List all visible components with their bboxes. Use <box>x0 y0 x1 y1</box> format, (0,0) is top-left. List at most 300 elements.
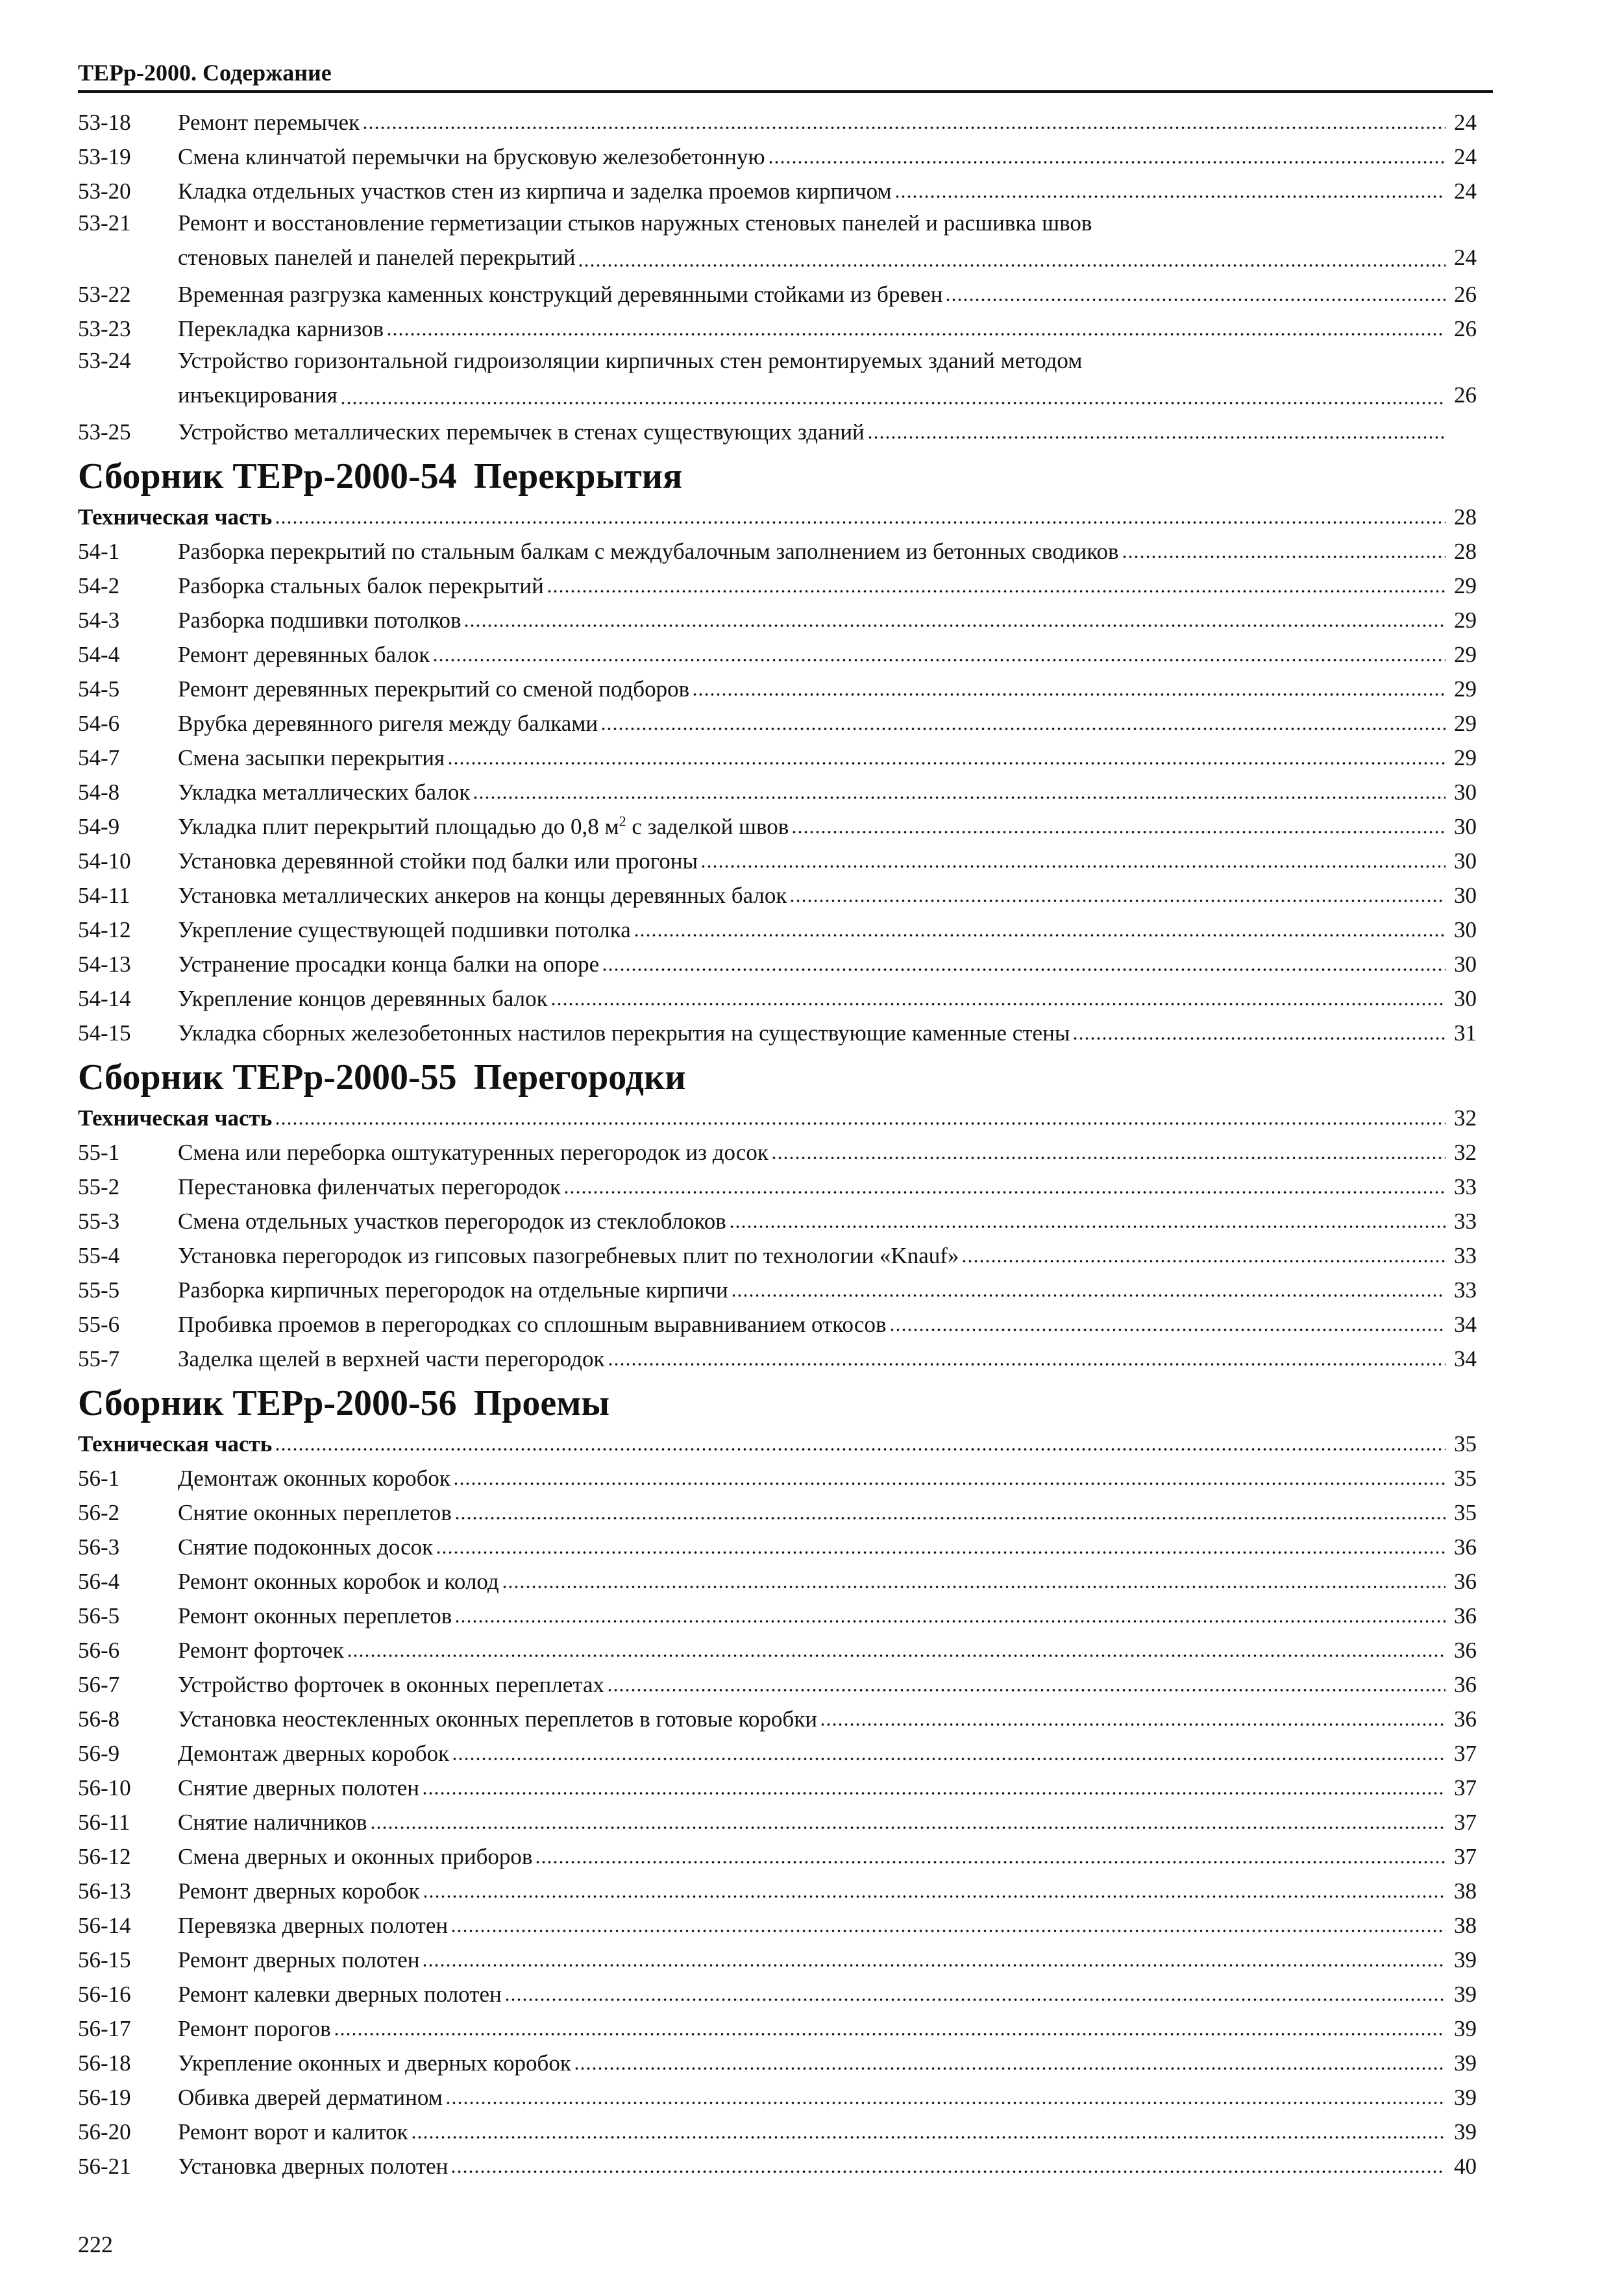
entry-title-part1: Укладка плит перекрытий площадью до 0,8 м <box>178 814 619 839</box>
toc-entry <box>78 566 1477 600</box>
toc-entry <box>78 137 1477 171</box>
entry-number: 56-2 <box>78 1500 120 1525</box>
entry-number: 56-20 <box>78 2119 131 2145</box>
entry-title: Снятие оконных переплетов <box>178 1500 452 1525</box>
entry-page: 24 <box>1454 144 1477 169</box>
entry-title: Перевязка дверных полотен <box>178 1913 449 1938</box>
tech-part-row <box>78 1424 1477 1458</box>
tech-part-title: Техническая часть <box>78 1105 273 1131</box>
toc-entry <box>78 841 1477 876</box>
entry-line <box>178 315 1477 343</box>
entry-number: 55-1 <box>78 1140 120 1165</box>
entry-line <box>178 847 1477 876</box>
entry-title-line2: инъекцирования <box>178 382 338 408</box>
entry-line <box>178 1877 1477 1906</box>
entry-page: 30 <box>1454 883 1477 908</box>
entry-page: 36 <box>1454 1706 1477 1732</box>
header-rule <box>78 90 1493 93</box>
entry-number: 54-6 <box>78 711 120 736</box>
dot-leader <box>423 1894 1446 1899</box>
toc-entry <box>78 1493 1477 1527</box>
entry-number: 56-12 <box>78 1844 131 1869</box>
entry-page: 26 <box>1454 316 1477 341</box>
dot-leader <box>634 933 1446 938</box>
dot-leader <box>1122 554 1446 559</box>
entry-number: 54-11 <box>78 883 130 908</box>
entry-title: Обивка дверей дерматином <box>178 2085 443 2110</box>
section-heading-code: Сборник ТЕРр-2000-56 <box>78 1383 457 1423</box>
dot-leader <box>275 520 1446 525</box>
toc-entry <box>78 2112 1477 2146</box>
entry-title: Разборка стальных балок перекрытий <box>178 573 544 598</box>
entry-page: 30 <box>1454 780 1477 805</box>
tech-part-row <box>78 497 1477 532</box>
toc-entry <box>78 1013 1477 1048</box>
entry-number: 56-21 <box>78 2154 131 2179</box>
toc-entry <box>78 1768 1477 1802</box>
entry-title: Пробивка проемов в перегородках со сплошным выравниванием откосов <box>178 1312 887 1337</box>
toc-entry <box>78 532 1477 566</box>
entry-line <box>178 1207 1477 1236</box>
entry-line <box>178 2049 1477 2078</box>
entry-page: 29 <box>1454 608 1477 633</box>
tech-part-entry <box>78 1104 1477 1133</box>
dot-leader <box>447 761 1446 766</box>
entry-number: 53-25 <box>78 419 131 445</box>
entry-number: 54-14 <box>78 986 131 1011</box>
entry-page: 34 <box>1454 1312 1477 1337</box>
entry-number: 53-19 <box>78 144 131 169</box>
entry-page: 36 <box>1454 1638 1477 1663</box>
entry-page: 29 <box>1454 711 1477 736</box>
section-heading-code: Сборник ТЕРр-2000-55 <box>78 1057 457 1098</box>
entry-line <box>178 1345 1477 1373</box>
dot-leader <box>692 692 1446 697</box>
dot-leader <box>889 1327 1446 1333</box>
toc-entry <box>78 1167 1477 1201</box>
entry-line <box>178 1911 1477 1940</box>
dot-leader <box>340 400 1446 406</box>
entry-title: Укрепление оконных и дверных коробок <box>178 2050 571 2076</box>
entry-page: 33 <box>1454 1277 1477 1303</box>
entry-line <box>178 1980 1477 2009</box>
dot-leader <box>700 864 1446 869</box>
entry-line <box>178 1843 1477 1871</box>
table-of-contents <box>78 103 1477 2181</box>
entry-number: 53-20 <box>78 178 131 204</box>
toc-entry <box>78 1527 1477 1562</box>
tech-part-entry <box>78 503 1477 532</box>
dot-leader <box>867 435 1446 440</box>
entry-number: 56-19 <box>78 2085 131 2110</box>
toc-entry <box>78 1630 1477 1665</box>
toc-entry <box>78 1871 1477 1906</box>
toc-entry <box>78 2043 1477 2078</box>
entry-line <box>178 1242 1477 1270</box>
entry-line <box>178 2015 1477 2043</box>
toc-entry <box>78 807 1477 841</box>
entry-number: 53-23 <box>78 316 131 341</box>
entry-title: Устранение просадки конца балки на опоре <box>178 952 600 977</box>
entry-line <box>178 744 1477 772</box>
entry-page: 36 <box>1454 1569 1477 1594</box>
entry-number: 55-7 <box>78 1346 120 1371</box>
entry-title: Врубка деревянного ригеля между балками <box>178 711 598 736</box>
entry-title: Ремонт оконных коробок и колод <box>178 1569 499 1594</box>
entry-page: 29 <box>1454 642 1477 667</box>
entry-page: 29 <box>1454 745 1477 770</box>
entry-title: Разборка кирпичных перегородок на отдельные кирпичи <box>178 1277 728 1303</box>
toc-entry <box>78 944 1477 979</box>
toc-entry <box>78 1270 1477 1305</box>
dot-leader <box>502 1584 1446 1590</box>
entry-title: Демонтаж дверных коробок <box>178 1741 450 1766</box>
dot-leader <box>275 1447 1446 1452</box>
dot-leader <box>450 2169 1446 2174</box>
entry-title: Смена дверных и оконных приборов <box>178 1844 533 1869</box>
toc-entry <box>78 1596 1477 1630</box>
entry-title-line1: Ремонт и восстановление герметизации стыков наружных стеновых панелей и расшивка швов <box>178 210 1092 236</box>
entry-line <box>178 1705 1477 1734</box>
toc-entry <box>78 979 1477 1013</box>
entry-title: Заделка щелей в верхней части перегородок <box>178 1346 605 1371</box>
entry-line <box>178 1808 1477 1837</box>
toc-entry <box>78 1802 1477 1837</box>
dot-leader <box>445 2100 1446 2106</box>
entry-page: 30 <box>1454 848 1477 874</box>
toc-entry <box>78 171 1477 206</box>
entry-number: 54-13 <box>78 952 131 977</box>
entry-title-line2-row <box>178 240 1477 275</box>
toc-entry <box>78 1236 1477 1270</box>
toc-entry <box>78 669 1477 704</box>
dot-leader <box>731 1293 1446 1298</box>
entry-number: 54-8 <box>78 780 120 805</box>
entry-line <box>178 572 1477 600</box>
entry-title: Кладка отдельных участков стен из кирпича и заделка проемов кирпичом <box>178 178 892 204</box>
toc-entry <box>78 2078 1477 2112</box>
toc-entry <box>78 1339 1477 1373</box>
entry-number: 53-24 <box>78 348 131 373</box>
entry-line <box>178 606 1477 635</box>
entry-title: Ремонт форточек <box>178 1638 344 1663</box>
entry-page: 24 <box>1454 245 1477 270</box>
entry-title: Разборка подшивки потолков <box>178 608 461 633</box>
toc-entry <box>78 1305 1477 1339</box>
entry-page: 33 <box>1454 1174 1477 1199</box>
section-heading <box>78 1383 1477 1424</box>
entry-line <box>178 675 1477 704</box>
toc-entry <box>78 772 1477 807</box>
tech-part-title: Техническая часть <box>78 1431 273 1456</box>
entry-page: 28 <box>1454 539 1477 564</box>
dot-leader <box>789 898 1446 903</box>
entry-page: 35 <box>1454 1466 1477 1491</box>
entry-line <box>178 881 1477 910</box>
entry-title: Разборка перекрытий по стальным балкам с междубалочным заполнением из бетонных сводиков <box>178 539 1119 564</box>
entry-line <box>178 641 1477 669</box>
dot-leader <box>411 2135 1446 2140</box>
entry-title: Ремонт ворот и калиток <box>178 2119 408 2145</box>
entry-page: 36 <box>1454 1534 1477 1560</box>
entry-page: 38 <box>1454 1878 1477 1904</box>
entry-page: 39 <box>1454 1982 1477 2007</box>
dot-leader <box>504 1997 1446 2002</box>
entry-number: 54-10 <box>78 848 131 874</box>
entry-page: 39 <box>1454 2050 1477 2076</box>
entry-number: 55-6 <box>78 1312 120 1337</box>
toc-entry <box>78 206 1477 275</box>
toc-entry <box>78 309 1477 343</box>
dot-leader <box>453 1481 1446 1486</box>
dot-leader <box>463 623 1446 628</box>
entry-page: 24 <box>1454 178 1477 204</box>
entry-number: 54-9 <box>78 814 120 839</box>
entry-title: Смена или переборка оштукатуренных перегородок из досок <box>178 1140 769 1165</box>
dot-leader <box>473 795 1446 800</box>
toc-entry <box>78 1974 1477 2009</box>
entry-page: 33 <box>1454 1209 1477 1234</box>
entry-text-block <box>178 343 1477 412</box>
entry-title: Временная разгрузка каменных конструкций деревянными стойками из бревен <box>178 282 943 307</box>
entry-title: Демонтаж оконных коробок <box>178 1466 450 1491</box>
entry-line <box>178 2118 1477 2146</box>
entry-number: 54-1 <box>78 539 120 564</box>
toc-entry <box>78 1562 1477 1596</box>
entry-title-line1: Устройство горизонтальной гидроизоляции кирпичных стен ремонтируемых зданий методом <box>178 348 1083 373</box>
dot-leader <box>791 830 1446 835</box>
toc-entry <box>78 1837 1477 1871</box>
section-heading-name: Перегородки <box>473 1057 686 1098</box>
section-heading-name: Проемы <box>473 1383 610 1423</box>
entry-page: 26 <box>1454 282 1477 307</box>
entry-number: 54-4 <box>78 642 120 667</box>
dot-leader <box>550 1002 1446 1007</box>
entry-page: 40 <box>1454 2154 1477 2179</box>
entry-number: 55-3 <box>78 1209 120 1234</box>
entry-title: Укрепление концов деревянных балок <box>178 986 548 1011</box>
section-heading <box>78 1057 1477 1098</box>
entry-page: 37 <box>1454 1741 1477 1766</box>
entry-title: Укладка сборных железобетонных настилов перекрытия на существующие каменные стены <box>178 1020 1070 1046</box>
toc-entry <box>78 1734 1477 1768</box>
entry-page: 29 <box>1454 676 1477 702</box>
toc-entry <box>78 1906 1477 1940</box>
entry-line <box>178 1774 1477 1802</box>
entry-page: 33 <box>1454 1243 1477 1268</box>
entry-line <box>178 1671 1477 1699</box>
entry-number: 55-4 <box>78 1243 120 1268</box>
dot-leader <box>771 1155 1446 1161</box>
entry-title: Установка неостекленных оконных переплетов в готовые коробки <box>178 1706 817 1732</box>
entry-page: 39 <box>1454 1947 1477 1973</box>
toc-entry <box>78 1133 1477 1167</box>
dot-leader <box>945 297 1446 302</box>
toc-entry <box>78 738 1477 772</box>
entry-number: 53-21 <box>78 210 131 236</box>
entry-page: 35 <box>1454 1500 1477 1525</box>
entry-title-line2-row <box>178 378 1477 412</box>
entry-title: Установка дверных полотен <box>178 2154 449 2179</box>
entry-title <box>178 813 789 841</box>
section-heading-code: Сборник ТЕРр-2000-54 <box>78 456 457 497</box>
entry-title: Установка деревянной стойки под балки или прогоны <box>178 848 698 874</box>
entry-line <box>178 280 1477 309</box>
toc-entry <box>78 2009 1477 2043</box>
entry-title: Ремонт перемычек <box>178 110 360 135</box>
entry-number: 56-7 <box>78 1672 120 1697</box>
dot-leader <box>894 194 1446 199</box>
entry-line <box>178 1173 1477 1201</box>
tech-part-page: 28 <box>1454 504 1477 530</box>
entry-number: 56-14 <box>78 1913 131 1938</box>
dot-leader <box>347 1653 1446 1658</box>
entry-title: Снятие подоконных досок <box>178 1534 434 1560</box>
dot-leader <box>275 1121 1446 1126</box>
entry-line <box>178 709 1477 738</box>
entry-number: 56-9 <box>78 1741 120 1766</box>
entry-number: 56-16 <box>78 1982 131 2007</box>
toc-entry <box>78 343 1477 412</box>
dot-leader <box>454 1516 1446 1521</box>
entry-line <box>178 143 1477 171</box>
entry-title: Ремонт деревянных балок <box>178 642 430 667</box>
entry-line <box>178 1499 1477 1527</box>
entry-page: 37 <box>1454 1810 1477 1835</box>
tech-part-page: 32 <box>1454 1105 1477 1131</box>
dot-leader <box>1072 1036 1446 1041</box>
toc-entry <box>78 704 1477 738</box>
toc-entry <box>78 1665 1477 1699</box>
entry-title: Укрепление существующей подшивки потолка <box>178 917 631 942</box>
entry-title: Ремонт деревянных перекрытий со сменой подборов <box>178 676 690 702</box>
entry-line <box>178 108 1477 137</box>
entry-number: 56-17 <box>78 2016 131 2041</box>
tech-part-entry <box>78 1430 1477 1458</box>
entry-number: 55-2 <box>78 1174 120 1199</box>
dot-leader <box>578 263 1446 268</box>
entry-title: Смена клинчатой перемычки на брусковую железобетонную <box>178 144 765 169</box>
entry-line <box>178 916 1477 944</box>
entry-number: 53-18 <box>78 110 131 135</box>
entry-line <box>178 1464 1477 1493</box>
section-heading <box>78 456 1477 497</box>
entry-number: 56-5 <box>78 1603 120 1628</box>
entry-title: Устройство форточек в оконных переплетах <box>178 1672 604 1697</box>
toc-entry <box>78 412 1477 447</box>
dot-leader <box>432 658 1446 663</box>
dot-leader <box>422 1791 1446 1796</box>
entry-number: 56-15 <box>78 1947 131 1973</box>
entry-page: 26 <box>1454 382 1477 408</box>
page-number: 222 <box>78 2231 113 2257</box>
toc-entry <box>78 2146 1477 2181</box>
entry-line <box>178 418 1477 447</box>
entry-number: 54-2 <box>78 573 120 598</box>
entry-number: 56-13 <box>78 1878 131 1904</box>
entry-text-block <box>178 206 1477 275</box>
entry-number: 54-12 <box>78 917 131 942</box>
toc-entry <box>78 635 1477 669</box>
entry-page: 39 <box>1454 2016 1477 2041</box>
entry-line <box>178 985 1477 1013</box>
entry-title: Укладка металлических балок <box>178 780 471 805</box>
entry-page: 30 <box>1454 986 1477 1011</box>
entry-line <box>178 1567 1477 1596</box>
entry-title: Ремонт оконных переплетов <box>178 1603 452 1628</box>
dot-leader <box>450 1928 1446 1934</box>
dot-leader <box>729 1224 1446 1229</box>
entry-line <box>178 1019 1477 1048</box>
toc-entry <box>78 1940 1477 1974</box>
dot-leader <box>563 1190 1446 1195</box>
entry-number: 54-7 <box>78 745 120 770</box>
dot-leader <box>362 125 1446 130</box>
entry-line <box>178 1276 1477 1305</box>
toc-entry <box>78 600 1477 635</box>
entry-title-line2: стеновых панелей и панелей перекрытий <box>178 245 576 270</box>
tech-part-page: 35 <box>1454 1431 1477 1456</box>
entry-number: 56-1 <box>78 1466 120 1491</box>
dot-leader <box>422 1963 1446 1968</box>
entry-line <box>178 2152 1477 2181</box>
entry-title: Смена засыпки перекрытия <box>178 745 445 770</box>
tech-part-row <box>78 1098 1477 1133</box>
entry-page: 30 <box>1454 952 1477 977</box>
entry-page: 31 <box>1454 1020 1477 1046</box>
entry-number: 56-10 <box>78 1775 131 1801</box>
dot-leader <box>574 2066 1446 2071</box>
toc-entry <box>78 876 1477 910</box>
entry-line <box>178 1636 1477 1665</box>
entry-title: Перекладка карнизов <box>178 316 384 341</box>
tech-part-title: Техническая часть <box>78 504 273 530</box>
dot-leader <box>600 726 1446 731</box>
entry-number: 54-3 <box>78 608 120 633</box>
entry-page: 34 <box>1454 1346 1477 1371</box>
entry-number: 56-4 <box>78 1569 120 1594</box>
entry-page: 38 <box>1454 1913 1477 1938</box>
dot-leader <box>961 1259 1446 1264</box>
dot-leader <box>386 332 1446 337</box>
entry-page: 29 <box>1454 573 1477 598</box>
entry-line <box>178 537 1477 566</box>
dot-leader <box>454 1619 1446 1624</box>
entry-page: 39 <box>1454 2085 1477 2110</box>
entry-page: 37 <box>1454 1844 1477 1869</box>
entry-title: Устройство металлических перемычек в стенах существующих зданий <box>178 419 865 445</box>
entry-number: 54-15 <box>78 1020 131 1046</box>
entry-number: 56-6 <box>78 1638 120 1663</box>
dot-leader <box>334 2032 1446 2037</box>
entry-number: 54-5 <box>78 676 120 702</box>
entry-line <box>178 177 1477 206</box>
entry-line <box>178 1310 1477 1339</box>
dot-leader <box>452 1756 1446 1762</box>
entry-page: 32 <box>1454 1140 1477 1165</box>
dot-leader <box>436 1550 1446 1555</box>
entry-page: 24 <box>1454 110 1477 135</box>
page-header-title: ТЕРр-2000. Содержание <box>78 60 332 86</box>
dot-leader <box>602 967 1446 972</box>
entry-page: 36 <box>1454 1603 1477 1628</box>
toc-entry <box>78 1458 1477 1493</box>
entry-title: Ремонт дверных полотен <box>178 1947 420 1973</box>
entry-title: Ремонт калевки дверных полотен <box>178 1982 502 2007</box>
entry-line <box>178 778 1477 807</box>
entry-title: Ремонт дверных коробок <box>178 1878 420 1904</box>
entry-title: Перестановка филенчатых перегородок <box>178 1174 561 1199</box>
